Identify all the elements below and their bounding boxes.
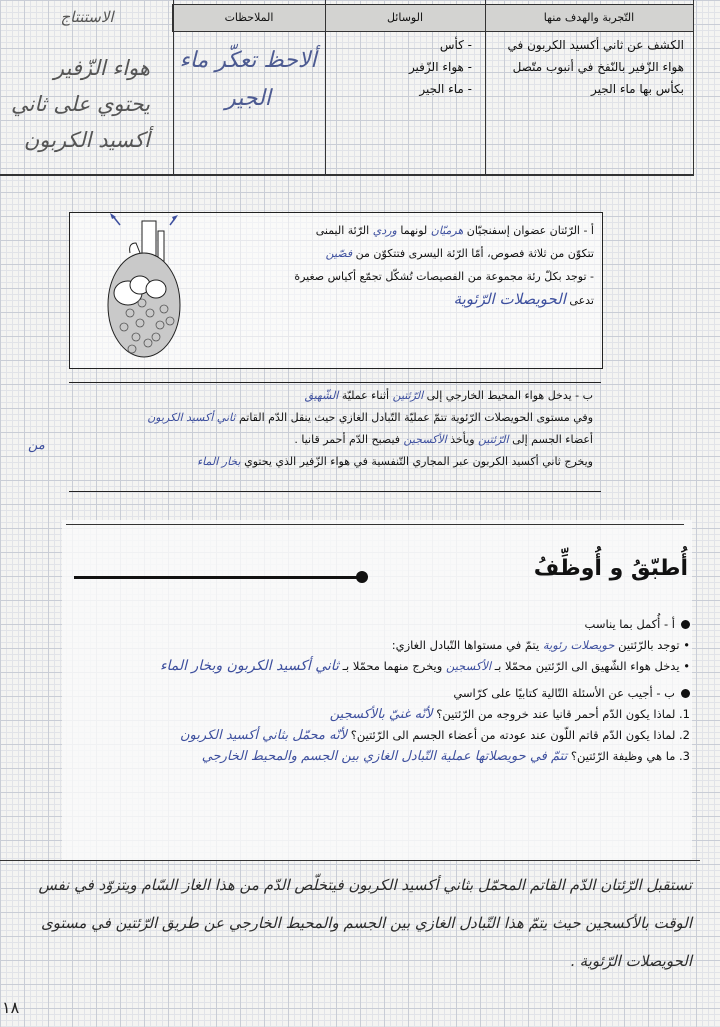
exchange-answer: الأكسجين <box>403 433 447 446</box>
summary-paragraph: تستقبل الرّئتان الدّم القاتم المحمّل بثاني أكسيد الكربون فيتخلّص الدّم من هذا الغاز السّام ويتزوّد في نفس الوقت بالأكسجين حيث يتمّ هذا التّبادل الغازي بين الجسم والمحيط الخارجي عن طريق الرّئتين في مستوى الحويصلات الرّئوية . <box>38 876 692 970</box>
conclusion-answer: هواء الزّفير يحتوي على ثاني أكسيد الكربون <box>11 56 150 152</box>
page-number: ١٨ <box>2 998 20 1017</box>
title-dot <box>356 571 368 583</box>
lungs-paragraph <box>194 219 594 312</box>
column-divider <box>693 0 694 176</box>
exchange-text: أثناء عمليّة <box>341 389 390 402</box>
lungs-text: أ - الرّئتان عضوان إسفنجيّان <box>466 224 594 237</box>
exercise-text: توجد بالرّئتين <box>618 638 680 652</box>
exchange-text: فيصبح الدّم أحمر قانيا . <box>294 433 401 446</box>
exchange-answer: الشّهيق <box>304 389 339 402</box>
header-conclusion: الاستنتاج <box>60 8 114 26</box>
exercise-answer: ثاني أكسيد الكربون وبخار الماء <box>159 658 339 674</box>
lungs-illustration <box>70 213 186 368</box>
bullet-icon <box>681 620 690 629</box>
exchange-text: ويخرج ثاني أكسيد الكربون عبر المجاري التّنفسية في هواء الزّفير الذي يحتوي <box>244 455 593 468</box>
question-text: 1. لماذا يكون الدّم أحمر قانيا عند خروجه من الرّئتين؟ <box>436 707 690 721</box>
lungs-answer: الحويصلات الرّئوية <box>453 290 566 308</box>
question-text: 2. لماذا يكون الدّم قاتم اللّون عند عودته من أعضاء الجسم الى الرّئتين؟ <box>350 728 690 742</box>
column-divider <box>485 0 486 176</box>
lungs-answer: وردي <box>372 224 397 237</box>
tool-item: - كأس <box>439 38 472 52</box>
exchange-answer: الرّئتين <box>392 389 424 402</box>
lungs-text: تتكوّن من ثلاثة فصوص، أمّا الرّئة اليسرى فتتكوّن من <box>355 247 594 260</box>
exercise-text: ويخرج منهما محمّلا بـ <box>342 659 443 673</box>
exchange-answer: بخار الماء <box>196 455 241 468</box>
exercise-heading: ب - أجيب عن الأسئلة التّالية كتابيًا على كرّاسي <box>453 686 675 700</box>
header-tools: الوسائل <box>324 4 486 32</box>
exchange-text: ب - يدخل هواء المحيط الخارجي إلى <box>426 389 593 402</box>
tool-item: - هواء الزّفير <box>408 60 472 74</box>
exercise-heading: أ - أُكمل بما يناسب <box>584 617 675 631</box>
margin-note: من <box>28 438 45 453</box>
header-observations: الملاحظات <box>172 4 326 32</box>
lungs-text: تدعى <box>569 294 594 307</box>
exercise-text: يتمّ في مستواها التّبادل الغازي: <box>391 638 540 652</box>
exchange-text: ويأخذ <box>450 433 475 446</box>
header-experiment: التّجربة والهدف منها <box>484 4 694 32</box>
gas-exchange-paragraph <box>73 385 593 473</box>
question-text: 3. ما هي وظيفة الرّئتين؟ <box>570 749 690 763</box>
experiment-description: الكشف عن ثاني أكسيد الكربون في هواء الزّفير بالنّفخ في أنبوب متّصل بكأس بها ماء الجير <box>507 38 684 96</box>
lungs-section <box>69 212 603 369</box>
lungs-text: الرّئة اليمنى <box>315 224 370 237</box>
question-answer: لأنّه غنيّ بالأكسجين <box>329 707 433 722</box>
lungs-text: لونهما <box>400 224 428 237</box>
column-divider <box>325 0 326 176</box>
lungs-text: - توجد بكلّ رئة مجموعة من الفصيصات تُشكّل تجمّع أكياس صغيرة <box>294 270 594 283</box>
tools-list <box>332 34 472 100</box>
bullet-icon <box>681 689 690 698</box>
gas-exchange-section <box>69 382 601 492</box>
apply-exercises: أ - أُكمل بما يناسب • توجد بالرّئتين حويصلات رئوية يتمّ في مستواها التّبادل الغازي: • يدخل هواء الشّهيق الى الرّئتين محمّلا بـ الأكسجين ويخرج منهما محمّلا بـ ثاني أكسيد الكربون وبخار الماء ب - أجيب عن الأسئلة التّالية كتابيًا على كرّاسي 1. لماذا يكون الدّم أحمر قانيا عند خروجه من الرّئتين؟ لأنّه غنيّ بالأكسجين 2. لماذا يكون الدّم قاتم اللّون عند عودته من أعضاء الجسم الى الرّئتين؟ لأنّه محمّل بثاني أكسيد الكربون 3. ما هي وظيفة الرّئتين؟ تتمّ في حويصلاتها عملية التّبادل الغازي بين الجسم والمحيط الخارجي <box>159 617 690 764</box>
observation-answer: ألاحظ تعكّر ماء الجير <box>179 48 317 111</box>
exchange-answer: الرّئتين <box>478 433 509 446</box>
exchange-text: أعضاء الجسم إلى <box>512 433 593 446</box>
exercise-text: يدخل هواء الشّهيق الى الرّئتين محمّلا بـ <box>494 659 680 673</box>
lungs-answer: فصّين <box>325 247 353 260</box>
observation-table <box>0 0 694 176</box>
table-bottom-border <box>0 174 694 176</box>
apply-title: أُطبّقُ و أُوظِّفُ <box>533 556 688 581</box>
exercise-answer: الأكسجين <box>445 659 492 673</box>
section-divider <box>0 860 700 861</box>
section-divider <box>66 524 684 525</box>
exchange-text: وفي مستوى الحويصلات الرّئوية تتمّ عمليّة التّبادل الغازي حيث ينقل الدّم القاتم <box>238 411 593 424</box>
question-answer: لأنّه محمّل بثاني أكسيد الكربون <box>179 728 348 743</box>
exchange-answer: ثاني أكسيد الكربون <box>147 411 236 424</box>
tool-item: - ماء الجير <box>419 82 472 96</box>
lungs-answer: هرميّان <box>430 224 464 237</box>
question-answer: تتمّ في حويصلاتها عملية التّبادل الغازي بين الجسم والمحيط الخارجي <box>201 749 568 764</box>
title-rule <box>74 576 360 579</box>
exercise-answer: حويصلات رئوية <box>542 638 615 652</box>
